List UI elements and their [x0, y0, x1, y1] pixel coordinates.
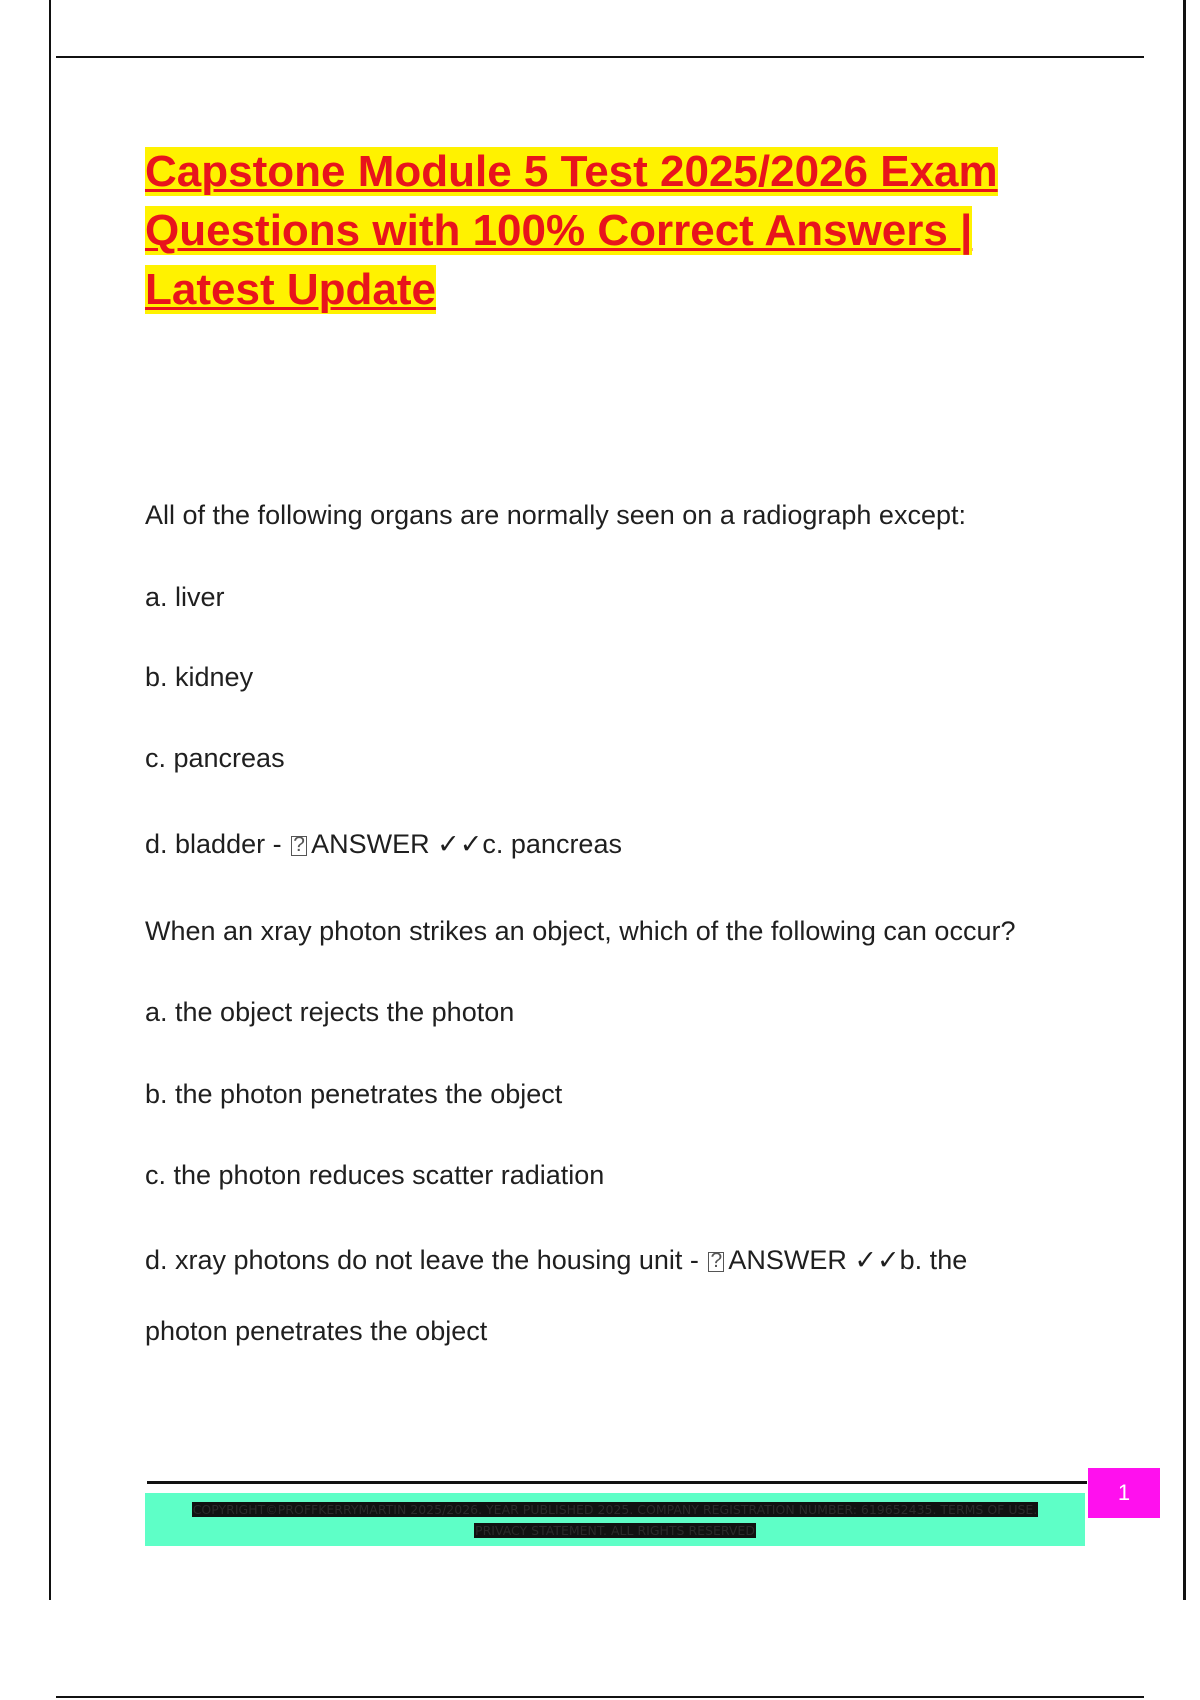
question-2-option-d: d. xray photons do not leave the housing unit - [145, 1245, 699, 1275]
question-1-answer: ✓✓c. pancreas [437, 829, 622, 859]
copyright-line-1: COPYRIGHT©PROFFKERRYMARTIN 2025/2026. YEAR PUBLISHED 2025. COMPANY REGISTRATION NUMBER: 619652435. TERMS OF USE. [192, 1502, 1038, 1517]
page-border-left [49, 0, 51, 1600]
question-2-option-a: a. the object rejects the photon [145, 997, 515, 1027]
question-1-option-c: c. pancreas [145, 743, 285, 773]
copyright-footer [145, 1493, 1085, 1546]
question-1-answer-label: ANSWER [311, 829, 430, 859]
page-number: 1 [1088, 1468, 1160, 1518]
question-2-answer-label: ANSWER [728, 1245, 847, 1275]
question-1-option-d-line [145, 827, 622, 861]
question-2-text: When an xray photon strikes an object, which of the following can occur? [145, 916, 1016, 946]
question-2-option-b: b. the photon penetrates the object [145, 1079, 563, 1109]
question-2-answer: ✓✓b. the [854, 1245, 968, 1275]
answer-marker-icon: ? [708, 1252, 724, 1272]
question-1-option-b: b. kidney [145, 662, 254, 692]
document-title-text: Capstone Module 5 Test 2025/2026 Exam Questions with 100% Correct Answers | Latest Update [145, 147, 998, 314]
document-title [145, 142, 1085, 319]
question-1-text: All of the following organs are normally seen on a radiograph except: [145, 500, 966, 530]
copyright-text [145, 1499, 1085, 1541]
page-border-right [1183, 0, 1186, 1600]
question-1-option-a: a. liver [145, 582, 225, 612]
question-2-option-c: c. the photon reduces scatter radiation [145, 1160, 605, 1190]
header-rule [56, 56, 1144, 58]
question-1-option-d: d. bladder - [145, 829, 282, 859]
next-page-header-rule [56, 1696, 1144, 1698]
answer-marker-icon: ? [291, 836, 307, 856]
footer-rule [147, 1481, 1087, 1484]
copyright-line-2: PRIVACY STATEMENT. ALL RIGHTS RESERVED [475, 1523, 755, 1538]
question-2-answer-continuation: photon penetrates the object [145, 1316, 488, 1346]
question-2-option-d-line [145, 1243, 967, 1277]
